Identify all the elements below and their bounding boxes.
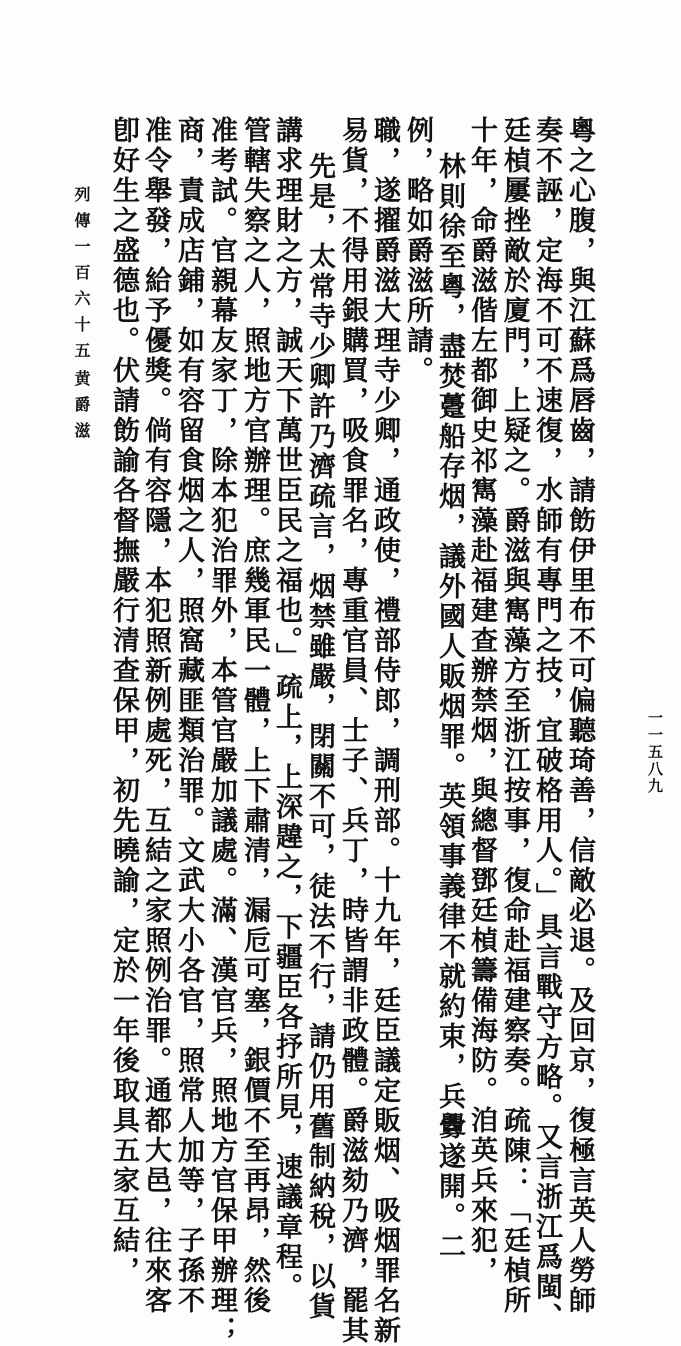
- page-number: 一一五八九: [646, 710, 664, 795]
- text-column-4: 准考試。官親幕友家丁，除本犯治罪外，本管官嚴加議處。滿、漢官兵，照地方官保甲辦理；: [206, 116, 237, 1346]
- text-column-5: 管轄失察之人，照地方官辦理。庶幾軍民一體，上下肅清，漏卮可塞，銀價不至再昂，然後: [239, 116, 270, 1316]
- text-column-2: 准令舉發，給予優獎。倘有容隱，本犯照新例處死，互結之家照例治罪。通都大邑，往來客: [140, 116, 171, 1316]
- text-column-9: 職，遂擢爵滋大理寺少卿，通政使，禮部侍郎，調刑部。十九年，廷臣議定販烟、吸烟罪名新: [369, 116, 400, 1346]
- text-column-1: 卽好生之盛德也。伏請飭諭各督撫嚴行清查保甲，初先曉諭，定於一年後取具五家互結，: [108, 116, 139, 1286]
- text-column-10: 例，略如爵滋所請。: [402, 116, 433, 386]
- running-head-name: 黄爵滋: [72, 370, 91, 448]
- text-column-14: 奏不誣，定海不可不速復，水師有專門之技，宜破格用人。」具言戰守方略。又言浙江爲閩、: [531, 116, 562, 1333]
- text-column-3: 商，責成店鋪，如有容留食烟之人，照窩藏匪類治罪。文武大小各官，照常人加等，子孫不: [173, 116, 204, 1316]
- text-column-12: 十年，命爵滋偕左都御史祁寯藻赴福建查辦禁烟，與總督鄧廷楨籌備海防。洎英兵來犯，: [466, 116, 497, 1286]
- text-column-11: 林則徐至粵，盡焚躉船存烟，議外國人販烟罪。英領事義律不就約束，兵釁遂開。二: [434, 152, 465, 1262]
- text-column-6: 講求理財之方，誠天下萬世臣民之福也。」疏上，上深韙之，下疆臣各抒所見，速議章程。: [271, 116, 302, 1303]
- text-column-13: 廷楨屢挫敵於廈門，上疑之。爵滋與寯藻方至浙江按事，復命赴福建察奏。疏陳：「廷楨所: [499, 116, 530, 1316]
- running-head-chapter: 列傳一百六十五: [72, 186, 91, 368]
- text-column-7: 先是，太常寺少卿許乃濟疏言，烟禁雖嚴，閉關不可，徒法不行，請仍用舊制納稅，以貨: [304, 152, 335, 1322]
- text-column-8: 易貨，不得用銀購買，吸食罪名，專重官員、士子、兵丁，時皆謂非政體。爵滋劾乃濟，罷其: [337, 116, 368, 1346]
- text-column-15: 粵之心腹，與江蘇爲唇齒，請飭伊里布不可偏聽琦善，信敵必退。及回京，復極言英人勞師: [564, 116, 595, 1316]
